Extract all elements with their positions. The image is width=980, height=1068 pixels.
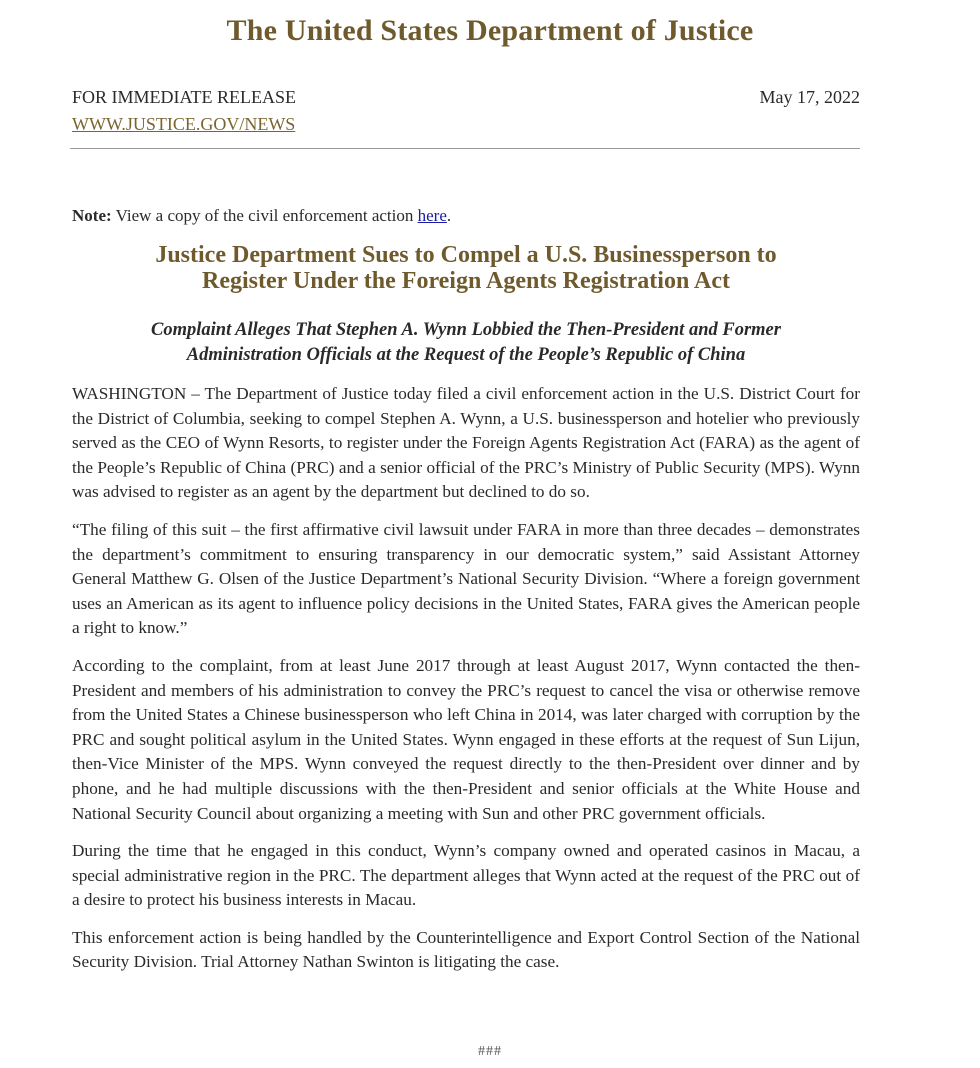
complaint-link[interactable]: here	[417, 206, 447, 225]
paragraph: This enforcement action is being handled by the Counterintelligence and Export Control Section of the National Security Division. Trial Attorney Nathan Swinton is litigating the case.	[72, 927, 860, 972]
note-end: .	[446, 206, 452, 225]
headline-line-1: Justice Department Sues to Compel a U.S. Businessperson to	[155, 242, 777, 268]
article-body	[72, 382, 860, 988]
header-divider	[70, 148, 860, 149]
subheadline-line-1: Complaint Alleges That Stephen A. Wynn Lobbied the Then-President and Former	[151, 320, 781, 340]
release-block	[72, 84, 296, 138]
subheadline	[70, 318, 862, 368]
note-text: View a copy of the civil enforcement action	[111, 206, 418, 225]
end-mark: ###	[478, 1044, 502, 1059]
news-link[interactable]: WWW.JUSTICE.GOV/NEWS	[72, 114, 296, 134]
agency-title: The United States Department of Justice	[226, 14, 754, 47]
paragraph: “The filing of this suit – the first affirmative civil lawsuit under FARA in more than three decades – demonstrates the department’s commitment to ensuring transparency in our democratic system,” said Assistant Attorney General Matthew G. Olsen of the Justice Department’s National Security Division. “Where a foreign government uses an American as its agent to influence policy decisions in the United States, FARA gives the American people a right to know.”	[72, 519, 860, 638]
headline	[70, 242, 862, 294]
paragraph: According to the complaint, from at least June 2017 through at least August 2017, Wynn contacted the then-President and members of his administration to convey the PRC’s request to cancel the visa or otherwise remove from the United States a Chinese businessperson who left China in 2014, was later charged with corruption by the PRC and sought political asylum in the United States. Wynn engaged in these efforts at the request of Sun Lijun, then-Vice Minister of the MPS. Wynn conveyed the request directly to the then-President over dinner and by phone, and he had multiple discussions with the then-President and senior officials at the White House and National Security Council about organizing a meeting with Sun and other PRC government officials.	[72, 655, 860, 823]
release-label: FOR IMMEDIATE RELEASE	[72, 87, 296, 107]
note-label: Note:	[72, 206, 112, 225]
release-date: May 17, 2022	[759, 87, 860, 107]
paragraph: During the time that he engaged in this conduct, Wynn’s company owned and operated casinos in Macau, a special administrative region in the PRC. The department alleges that Wynn acted at the request of the PRC out of a desire to protect his business interests in Macau.	[72, 841, 860, 910]
note-line	[72, 204, 451, 228]
paragraph: WASHINGTON – The Department of Justice today filed a civil enforcement action in the U.S. District Court for the District of Columbia, seeking to compel Stephen A. Wynn, a U.S. businessperson and hotelier who previously served as the CEO of Wynn Resorts, to register under the Foreign Agents Registration Act (FARA) as the agent of the People’s Republic of China (PRC) and a senior official of the PRC’s Ministry of Public Security (MPS). Wynn was advised to register as an agent by the department but declined to do so.	[72, 384, 860, 502]
headline-line-2: Register Under the Foreign Agents Registration Act	[202, 268, 730, 294]
subheadline-line-2: Administration Officials at the Request of the People’s Republic of China	[186, 345, 746, 365]
